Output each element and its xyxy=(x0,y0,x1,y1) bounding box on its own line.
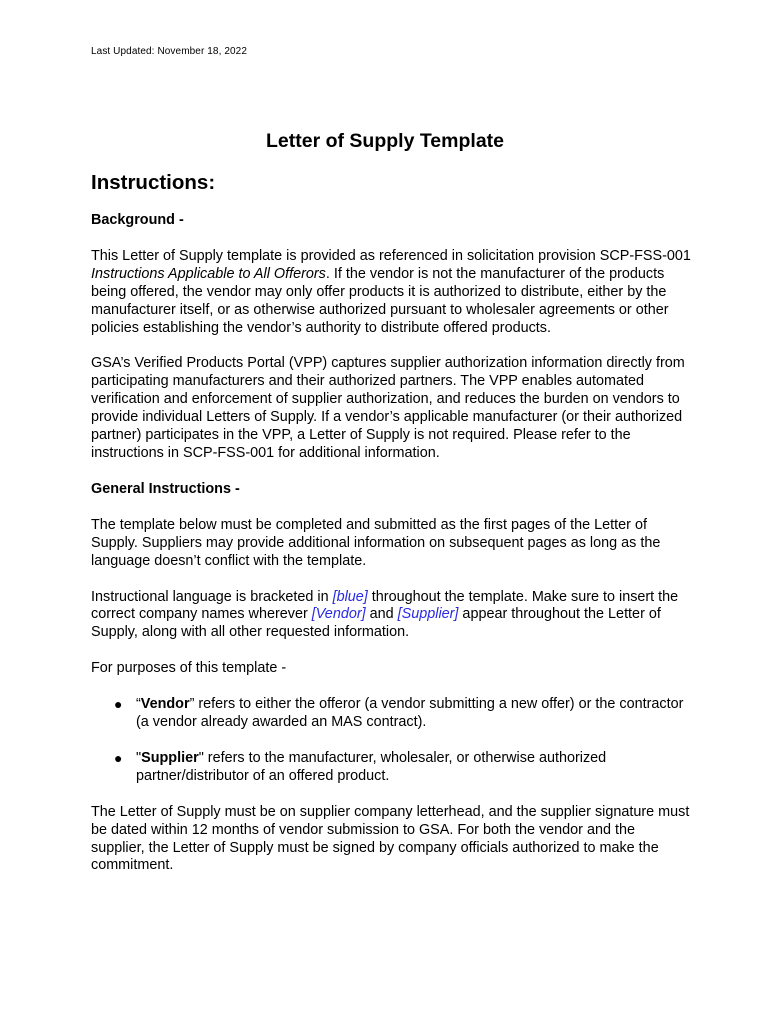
last-updated-text: Last Updated: November 18, 2022 xyxy=(91,46,247,57)
text-run: throughout the template. Make sure to insert the correct company names wherever xyxy=(91,588,679,623)
background-paragraph-1 xyxy=(91,248,691,338)
definitions-list xyxy=(91,696,691,786)
general-paragraph-4: The Letter of Supply must be on supplier company letterhead, and the supplier signature must be dated within 12 months of vendor submission to GSA. For both the vendor and the supplier, the Letter of Supply must be signed by company officials authorized to make the commitment. xyxy=(91,803,690,874)
general-paragraph-3: For purposes of this template - xyxy=(91,660,287,677)
document-body xyxy=(91,212,691,893)
general-instructions-heading: General Instructions - xyxy=(91,480,240,497)
list-item xyxy=(91,750,691,786)
bullet-icon: ● xyxy=(114,696,123,713)
text-run: This Letter of Supply template is provided as referenced in solicitation provision SCP-FSS-001 xyxy=(91,247,691,264)
bullet-icon: ● xyxy=(114,749,123,766)
term-supplier: Supplier xyxy=(141,749,199,766)
text-run: ” refers to either the offeror (a vendor submitting a new offer) or the contractor (a vendor already awarded an MAS contract). xyxy=(136,696,684,731)
background-heading: Background - xyxy=(91,212,184,228)
supplier-placeholder: [Supplier] xyxy=(397,606,459,623)
list-item xyxy=(91,696,691,732)
general-paragraph-2 xyxy=(91,589,691,643)
text-run: “ xyxy=(136,696,141,713)
term-vendor: Vendor xyxy=(140,696,190,713)
instructions-heading: Instructions: xyxy=(91,171,216,194)
text-run: and xyxy=(365,606,398,623)
text-run: appear throughout the Letter of Supply, along with all other requested information. xyxy=(91,606,661,641)
text-run: . If the vendor is not the manufacturer of the products being offered, the vendor may only offer products it is authorized to distribute, either by the manufacturer itself, or as otherwise authorized pursuant to wholesaler agreements or other policies establishing the vendor’s authority to distribute offered products. xyxy=(91,265,669,336)
provision-title: Instructions Applicable to All Offerors xyxy=(91,265,326,282)
text-run: " refers to the manufacturer, wholesaler, or otherwise authorized partner/distributor of an offered product. xyxy=(136,749,607,784)
blue-placeholder: [blue] xyxy=(332,588,368,605)
document-title: Letter of Supply Template xyxy=(266,130,504,152)
vendor-placeholder: [Vendor] xyxy=(311,606,366,623)
background-paragraph-2: GSA’s Verified Products Portal (VPP) captures supplier authorization information directly from participating manufacturers and their authorized partners. The VPP enables automated verification and enforcement of supplier authorization, and reduces the burden on vendors to provide individual Letters of Supply. If a vendor’s applicable manufacturer (or their authorized partner) participates in the VPP, a Letter of Supply is not required. Please refer to the instructions in SCP-FSS-001 for additional information. xyxy=(91,355,685,461)
text-run: Instructional language is bracketed in xyxy=(91,588,333,605)
general-paragraph-1: The template below must be completed and submitted as the first pages of the Letter of Supply. Suppliers may provide additional information on subsequent pages as long as the language doesn’t conflict with the template. xyxy=(91,516,661,569)
text-run: " xyxy=(136,749,142,766)
